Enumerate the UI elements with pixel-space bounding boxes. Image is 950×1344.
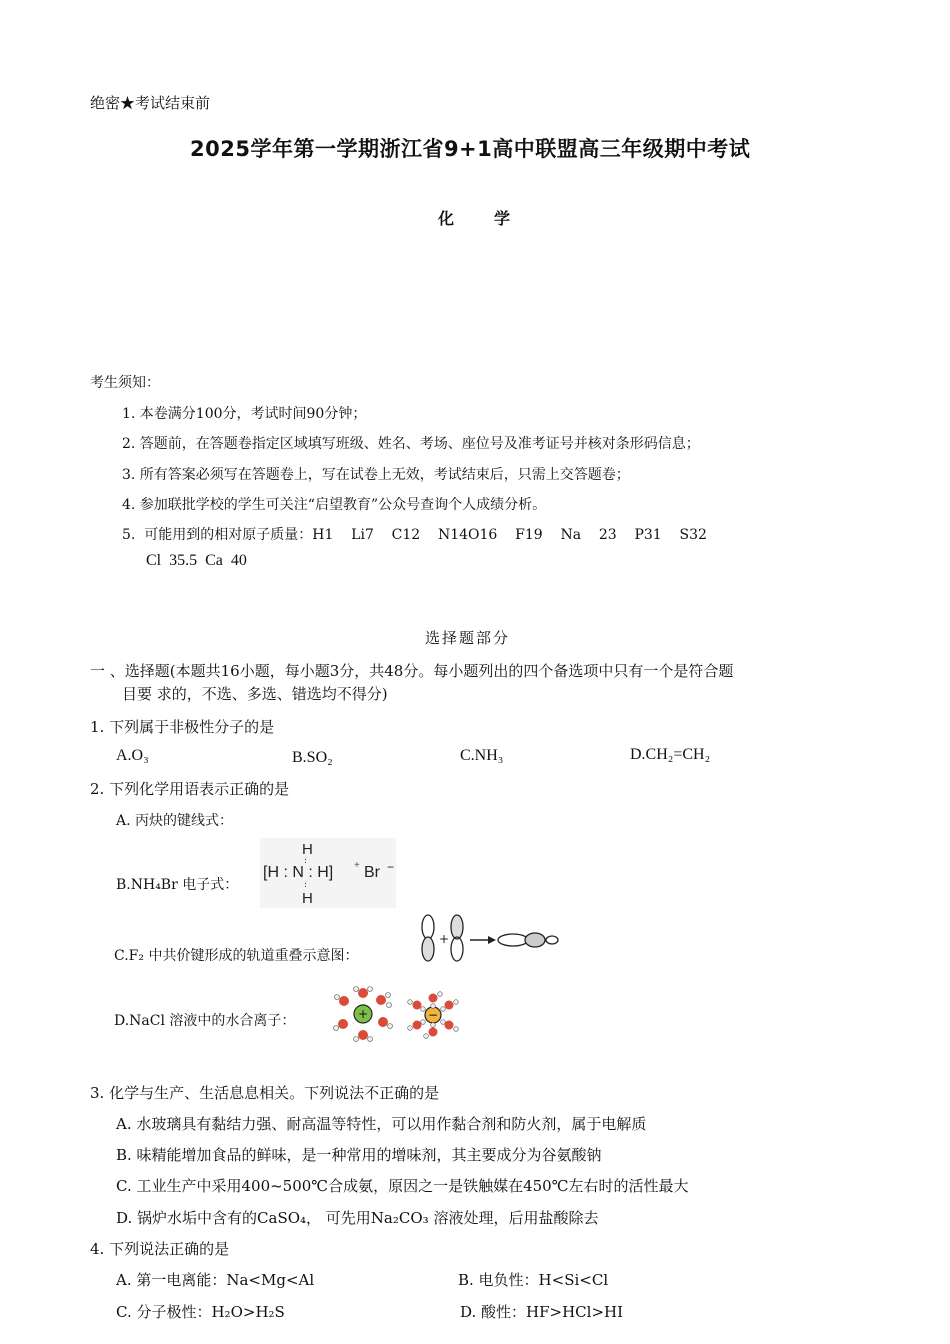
water-oxygen bbox=[445, 1021, 454, 1030]
lewis-top-h: H bbox=[302, 841, 313, 858]
water-hydrogen bbox=[386, 993, 391, 998]
lewis-dots-top: : bbox=[304, 856, 308, 866]
water-hydrogen bbox=[441, 1007, 446, 1012]
subject-char-left: 化 bbox=[438, 209, 455, 228]
water-hydrogen bbox=[454, 1000, 459, 1005]
notice-item: 4. 参加联批学校的学生可关注“启望教育”公众号查询个人成绩分析。 bbox=[122, 497, 547, 513]
water-oxygen bbox=[358, 988, 368, 998]
notice-item: 2. 答题前，在答题卷指定区域填写班级、姓名、考场、座位号及准考证号并核对条形码信息； bbox=[122, 436, 700, 452]
water-oxygen bbox=[338, 1019, 348, 1029]
question-4-stem: 4. 下列说法正确的是 bbox=[90, 1240, 230, 1258]
subject-title bbox=[438, 206, 510, 229]
water-hydrogen bbox=[408, 1026, 413, 1031]
lewis-bottom-h: H bbox=[302, 890, 313, 907]
water-hydrogen bbox=[421, 1020, 426, 1025]
q2-option-d: D.NaCl 溶液中的水合离子： bbox=[114, 1013, 296, 1029]
water-hydrogen bbox=[354, 987, 359, 992]
q1-option-c: C.NH₃ bbox=[460, 747, 504, 764]
notice-item: 3. 所有答案必须写在答题卷上，写在试卷上无效，考试结束后，只需上交答题卷； bbox=[122, 467, 630, 483]
q4-option-d: D. 酸性：HF>HCl>HI bbox=[460, 1303, 624, 1321]
water-hydrogen bbox=[368, 1037, 373, 1042]
lewis-middle: [H : N : H] bbox=[263, 864, 334, 881]
water-hydrogen bbox=[335, 995, 340, 1000]
water-oxygen bbox=[429, 994, 438, 1003]
sigma-bond-lobe bbox=[546, 936, 558, 944]
water-oxygen bbox=[376, 995, 386, 1005]
orbital-plus-sign: + bbox=[439, 932, 450, 946]
q2-option-a: A. 丙炔的键线式： bbox=[116, 813, 234, 829]
notice-item: 1. 本卷满分100分，考试时间90分钟； bbox=[122, 406, 367, 422]
water-hydrogen bbox=[424, 1034, 429, 1039]
notice-heading: 考生须知： bbox=[90, 375, 160, 391]
notice-item-continued: Cl 35.5 Ca 40 bbox=[146, 552, 247, 569]
q4-option-a: A. 第一电离能：Na<Mg<Al bbox=[116, 1271, 315, 1289]
water-hydrogen bbox=[408, 1000, 413, 1005]
hydrated-anion bbox=[408, 992, 459, 1039]
question-2-stem: 2. 下列化学用语表示正确的是 bbox=[90, 780, 290, 798]
water-oxygen bbox=[413, 1001, 422, 1010]
water-hydrogen bbox=[431, 1023, 436, 1028]
section-intro: 一 、选择题(本题共16小题，每小题3分，共48分。每小题列出的四个备选项中只有一个是符合题 bbox=[90, 662, 734, 680]
q3-option-d: D. 锅炉水垢中含有的CaSO₄， 可先用Na₂CO₃ 溶液处理，后用盐酸除去 bbox=[116, 1209, 599, 1227]
secret-label: 绝密★考试结束前 bbox=[90, 94, 211, 112]
water-hydrogen bbox=[368, 987, 373, 992]
water-hydrogen bbox=[441, 1020, 446, 1025]
q4-option-c: C. 分子极性：H₂O>H₂S bbox=[116, 1303, 285, 1321]
section-intro-cont: 目要 求的，不选、多选、错选均不得分) bbox=[122, 685, 388, 703]
water-oxygen bbox=[358, 1030, 368, 1040]
cation-charge: + bbox=[357, 1007, 369, 1021]
water-hydrogen bbox=[387, 1003, 392, 1008]
hydrated-cation bbox=[334, 987, 393, 1042]
p-orbital-lobe bbox=[422, 915, 434, 939]
q4-option-b: B. 电负性：H<Si<Cl bbox=[458, 1271, 609, 1289]
water-oxygen bbox=[429, 1028, 438, 1037]
question-1-stem: 1. 下列属于非极性分子的是 bbox=[90, 718, 275, 736]
subject-char-right: 学 bbox=[494, 209, 511, 228]
reaction-arrow-head bbox=[488, 936, 496, 944]
lewis-minus-charge: − bbox=[387, 860, 395, 874]
q2-option-b: B.NH₄Br 电子式： bbox=[116, 877, 239, 893]
q3-option-a: A. 水玻璃具有黏结力强、耐高温等特性，可以用作黏合剂和防火剂，属于电解质 bbox=[116, 1115, 647, 1133]
water-hydrogen bbox=[354, 1037, 359, 1042]
q3-option-c: C. 工业生产中采用400~500℃合成氨，原因之一是铁触媒在450℃左右时的活性最大 bbox=[116, 1177, 689, 1195]
q3-option-b: B. 味精能增加食品的鲜味，是一种常用的增味剂，其主要成分为谷氨酸钠 bbox=[116, 1146, 602, 1164]
water-oxygen bbox=[378, 1017, 388, 1027]
water-oxygen bbox=[445, 1001, 454, 1010]
q1-option-d: D.CH₂=CH₂ bbox=[630, 746, 711, 763]
notice-item: 5. 可能用到的相对原子质量：H1 Li7 C12 N14O16 F19 Na 23 P31 S32 bbox=[122, 527, 707, 543]
water-hydrogen bbox=[438, 992, 443, 997]
section-label: 选择题部分 bbox=[425, 629, 511, 647]
lewis-anion: Br bbox=[364, 864, 380, 881]
q1-option-b: B.SO₂ bbox=[292, 749, 333, 766]
q1-option-a: A.O₃ bbox=[116, 747, 149, 764]
q2-option-c: C.F₂ 中共价键形成的轨道重叠示意图： bbox=[114, 948, 359, 964]
water-hydrogen bbox=[431, 1004, 436, 1009]
water-oxygen bbox=[413, 1021, 422, 1030]
p-orbital-lobe bbox=[451, 937, 463, 961]
sigma-bond-lobe bbox=[525, 933, 545, 947]
question-3-stem: 3. 化学与生产、生活息息相关。下列说法不正确的是 bbox=[90, 1084, 440, 1102]
water-hydrogen bbox=[334, 1026, 339, 1031]
p-orbital-lobe bbox=[422, 937, 434, 961]
orbital-overlap-diagram bbox=[414, 912, 564, 964]
exam-title: 2025学年第一学期浙江省9+1高中联盟高三年级期中考试 bbox=[190, 137, 751, 161]
sigma-bond-lobe bbox=[498, 934, 528, 946]
p-orbital-lobe bbox=[451, 915, 463, 939]
lewis-dots-bottom: : bbox=[304, 880, 308, 890]
anion-charge: − bbox=[427, 1008, 439, 1022]
water-hydrogen bbox=[388, 1024, 393, 1029]
nh4br-electron-formula bbox=[260, 838, 396, 908]
water-oxygen bbox=[339, 996, 349, 1006]
water-hydrogen bbox=[421, 1007, 426, 1012]
water-hydrogen bbox=[454, 1027, 459, 1032]
lewis-plus-charge: + bbox=[354, 860, 360, 871]
hydrated-ions-diagram bbox=[330, 986, 465, 1042]
